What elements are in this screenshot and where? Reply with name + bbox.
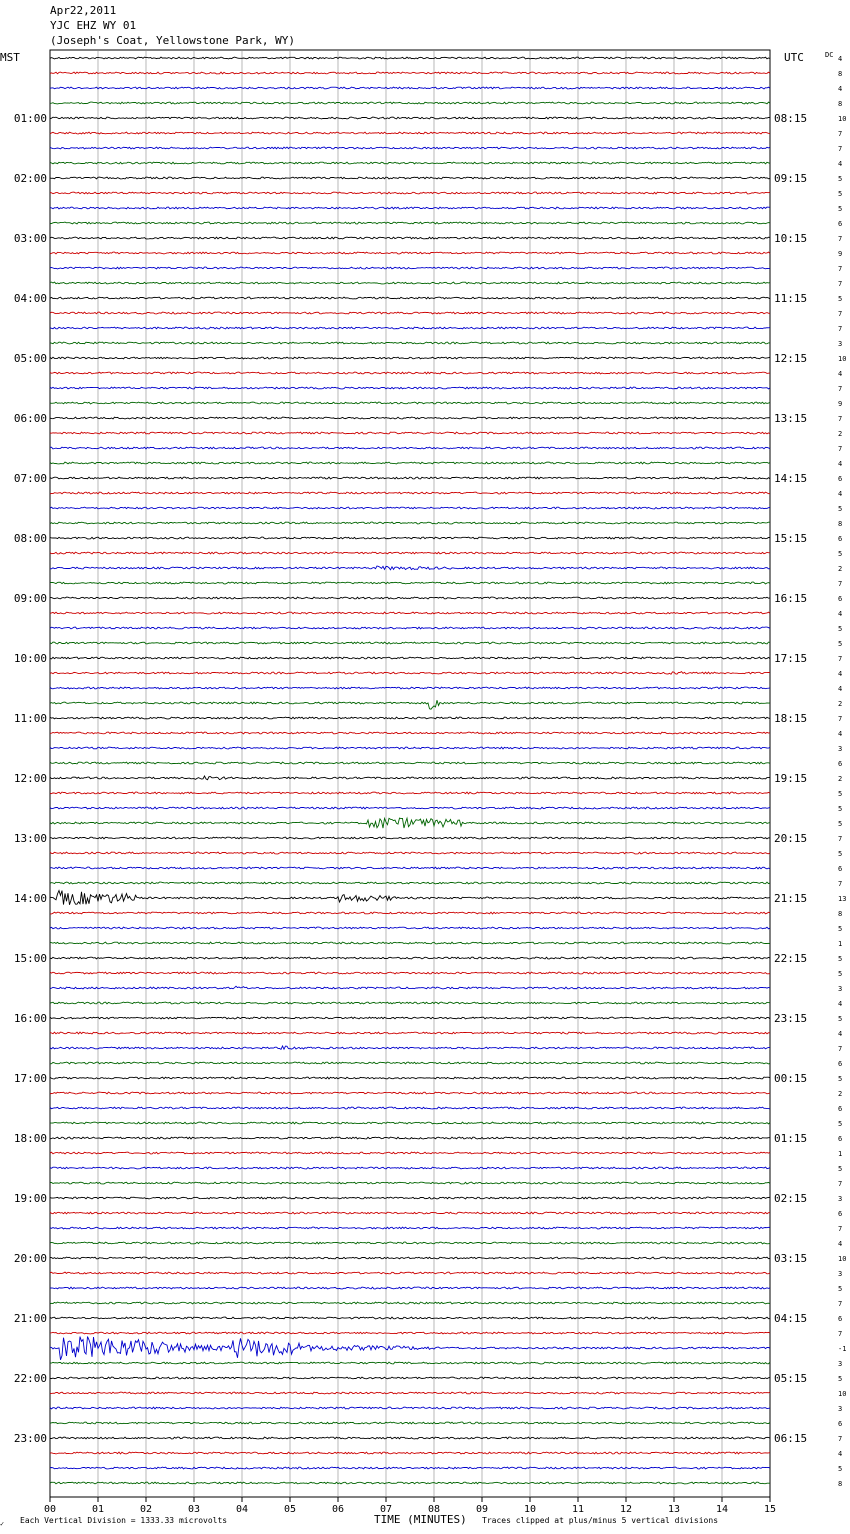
seismic-trace [50, 342, 770, 344]
dc-offset-value: 3 [838, 985, 843, 993]
dc-offset-value: 7 [838, 1435, 843, 1443]
seismic-trace [50, 312, 770, 314]
dc-offset-value: 7 [838, 1330, 843, 1338]
seismic-trace [50, 1242, 770, 1244]
seismic-trace [50, 1062, 770, 1064]
dc-offset-value: 7 [838, 310, 843, 318]
dc-offset-value: 3 [838, 1270, 843, 1278]
clip-note: Traces clipped at plus/minus 5 vertical divisions [482, 1516, 719, 1525]
seismic-trace [50, 818, 770, 828]
left-hour-label: 22:00 [13, 1372, 47, 1385]
left-hour-label: 05:00 [13, 352, 47, 365]
seismic-trace [50, 327, 770, 329]
right-hour-label: 14:15 [774, 472, 808, 485]
dc-offset-value: 4 [838, 160, 843, 168]
station-label: YJC EHZ WY 01 [50, 19, 137, 32]
seismic-trace [50, 387, 770, 389]
seismic-trace [50, 1392, 770, 1394]
seismic-trace [50, 1287, 770, 1289]
left-hour-label: 13:00 [13, 832, 47, 845]
dc-offset-value: 7 [838, 325, 843, 333]
dc-offset-value: 5 [838, 820, 843, 828]
seismic-trace [50, 1437, 770, 1439]
dc-offset-value: 8 [838, 100, 843, 108]
dc-offset-value: 4 [838, 670, 843, 678]
dc-offset-value: 2 [838, 700, 843, 708]
seismic-trace [50, 657, 770, 659]
dc-offset-value: 6 [838, 475, 843, 483]
right-hour-label: 15:15 [774, 532, 808, 545]
x-tick-label: 14 [715, 1504, 729, 1515]
x-tick-label: 11 [571, 1504, 585, 1515]
seismic-trace [50, 1046, 770, 1049]
dc-offset-value: 7 [838, 880, 843, 888]
dc-offset-value: 6 [838, 865, 843, 873]
seismic-trace [50, 747, 770, 749]
seismic-trace [50, 717, 770, 719]
x-tick-label: 04 [235, 1504, 249, 1515]
dc-offset-value: 5 [838, 970, 843, 978]
dc-offset-value: 5 [838, 550, 843, 558]
dc-offset-value: 4 [838, 370, 843, 378]
right-hour-label: 18:15 [774, 712, 808, 725]
right-hour-label: 09:15 [774, 172, 808, 185]
seismic-trace [50, 942, 770, 944]
right-hour-label: 13:15 [774, 412, 808, 425]
x-tick-label: 09 [475, 1504, 489, 1515]
dc-offset-value: 6 [838, 535, 843, 543]
dc-offset-value: 5 [838, 790, 843, 798]
left-hour-label: 01:00 [13, 112, 47, 125]
dc-offset-value: 7 [838, 580, 843, 588]
left-hour-label: 15:00 [13, 952, 47, 965]
dc-offset-value: 4 [838, 460, 843, 468]
dc-offset-value: 5 [838, 295, 843, 303]
seismic-trace [50, 507, 770, 509]
seismic-trace [50, 1197, 770, 1199]
right-hour-label: 16:15 [774, 592, 808, 605]
seismic-trace [50, 417, 770, 419]
x-tick-label: 10 [523, 1504, 537, 1515]
seismic-trace [50, 282, 770, 284]
right-hour-label: 21:15 [774, 892, 808, 905]
seismic-trace [50, 1107, 770, 1109]
dc-offset-value: 4 [838, 490, 843, 498]
seismic-trace [50, 1212, 770, 1214]
right-hour-label: 03:15 [774, 1252, 808, 1265]
dc-offset-value: 7 [838, 1300, 843, 1308]
x-tick-label: 07 [379, 1504, 393, 1515]
dc-offset-value: 2 [838, 1090, 843, 1098]
dc-offset-value: 4 [838, 85, 843, 93]
seismic-trace [50, 1377, 770, 1379]
dc-offset-value: 2 [838, 430, 843, 438]
seismic-trace [50, 207, 770, 209]
seismic-trace [50, 1467, 770, 1469]
dc-offset-value: 4 [838, 1030, 843, 1038]
seismic-trace [50, 1137, 770, 1139]
seismic-trace [50, 1167, 770, 1169]
seismic-trace [50, 642, 770, 644]
dc-offset-value: 5 [838, 640, 843, 648]
dc-offset-value: 5 [838, 1075, 843, 1083]
seismic-trace [50, 237, 770, 239]
dc-offset-value: -1 [838, 1345, 847, 1353]
dc-offset-value: 7 [838, 715, 843, 723]
dc-offset-value: 5 [838, 1015, 843, 1023]
dc-offset-value: 4 [838, 610, 843, 618]
dc-offset-value: 5 [838, 1285, 843, 1293]
seismic-trace [50, 372, 770, 374]
seismic-trace [50, 1332, 770, 1334]
dc-offset-value: 5 [838, 625, 843, 633]
right-hour-label: 06:15 [774, 1432, 808, 1445]
seismic-trace [50, 1482, 770, 1484]
location-label: (Joseph's Coat, Yellowstone Park, WY) [50, 34, 296, 47]
left-hour-label: 21:00 [13, 1312, 47, 1325]
right-hour-label: 05:15 [774, 1372, 808, 1385]
dc-offset-value: 7 [838, 385, 843, 393]
seismic-trace [50, 297, 770, 299]
seismic-trace [50, 252, 770, 254]
seismic-trace [50, 402, 770, 404]
seismic-trace [50, 1002, 770, 1004]
dc-offset-value: 5 [838, 850, 843, 858]
left-hour-label: 09:00 [13, 592, 47, 605]
left-hour-label: 04:00 [13, 292, 47, 305]
dc-offset-value: 7 [838, 1045, 843, 1053]
seismic-trace [50, 566, 770, 570]
seismic-trace [50, 972, 770, 974]
x-tick-label: 05 [283, 1504, 297, 1515]
dc-offset-value: 8 [838, 70, 843, 78]
dc-offset-value: 7 [838, 445, 843, 453]
right-hour-label: 04:15 [774, 1312, 808, 1325]
dc-offset-value: 7 [838, 415, 843, 423]
seismic-trace [50, 1407, 770, 1409]
seismic-trace [50, 1017, 770, 1019]
seismic-trace [50, 1272, 770, 1274]
seismic-trace [50, 477, 770, 479]
dc-offset-value: 6 [838, 220, 843, 228]
seismic-trace [50, 882, 770, 884]
dc-offset-value: 4 [838, 1450, 843, 1458]
seismic-trace [50, 986, 770, 989]
seismic-trace [50, 462, 770, 464]
dc-offset-value: 8 [838, 520, 843, 528]
dc-offset-value: 8 [838, 910, 843, 918]
seismic-trace [50, 1092, 770, 1094]
dc-offset-value: 5 [838, 1375, 843, 1383]
dc-offset-value: 10 [838, 115, 847, 123]
dc-offset-value: 5 [838, 925, 843, 933]
dc-offset-value: 2 [838, 565, 843, 573]
dc-offset-value: 6 [838, 1315, 843, 1323]
left-hour-label: 03:00 [13, 232, 47, 245]
dc-offset-value: 1 [838, 940, 843, 948]
seismic-trace [50, 57, 770, 59]
left-hour-label: 07:00 [13, 472, 47, 485]
x-tick-label: 06 [331, 1504, 345, 1515]
dc-offset-value: 10 [838, 1255, 847, 1263]
seismic-trace [50, 1077, 770, 1079]
seismic-trace [50, 597, 770, 599]
x-tick-label: 08 [427, 1504, 441, 1515]
left-hour-label: 20:00 [13, 1252, 47, 1265]
seismic-trace [50, 762, 770, 764]
left-hour-label: 16:00 [13, 1012, 47, 1025]
dc-offset-value: 10 [838, 1390, 847, 1398]
right-hour-label: 08:15 [774, 112, 808, 125]
seismic-trace [50, 147, 770, 149]
seismic-trace [50, 132, 770, 134]
right-hour-label: 10:15 [774, 232, 808, 245]
left-hour-label: 23:00 [13, 1432, 47, 1445]
x-tick-label: 13 [667, 1504, 681, 1515]
dc-offset-value: 3 [838, 1360, 843, 1368]
dc-offset-value: 5 [838, 805, 843, 813]
right-hour-label: 02:15 [774, 1192, 808, 1205]
x-tick-label: 15 [763, 1504, 777, 1515]
x-tick-label: 02 [139, 1504, 153, 1515]
seismic-trace [50, 957, 770, 959]
seismic-trace [50, 1257, 770, 1259]
dc-offset-value: 7 [838, 235, 843, 243]
seismic-trace [50, 537, 770, 539]
seismic-trace [50, 687, 770, 689]
right-hour-label: 22:15 [774, 952, 808, 965]
left-hour-label: 08:00 [13, 532, 47, 545]
seismic-trace [50, 1152, 770, 1154]
left-hour-label: 11:00 [13, 712, 47, 725]
seismic-trace [50, 612, 770, 614]
dc-offset-value: 9 [838, 400, 843, 408]
seismic-trace [50, 1337, 770, 1360]
seismic-trace [50, 1227, 770, 1229]
seismic-trace [50, 1317, 770, 1319]
x-tick-label: 03 [187, 1504, 201, 1515]
seismic-trace [50, 1302, 770, 1304]
seismic-trace [50, 522, 770, 524]
left-hour-label: 18:00 [13, 1132, 47, 1145]
seismic-trace [50, 177, 770, 179]
right-hour-label: 20:15 [774, 832, 808, 845]
seismic-trace [50, 1422, 770, 1424]
x-tick-label: 01 [91, 1504, 105, 1515]
seismic-trace [50, 672, 770, 675]
dc-offset-value: 7 [838, 1180, 843, 1188]
right-hour-label: 11:15 [774, 292, 808, 305]
x-axis-label: TIME (MINUTES) [374, 1513, 467, 1526]
right-hour-label: 00:15 [774, 1072, 808, 1085]
dc-offset-value: 5 [838, 175, 843, 183]
seismic-trace [50, 700, 770, 709]
seismic-trace [50, 1452, 770, 1454]
seismic-trace [50, 912, 770, 914]
seismic-trace [50, 162, 770, 164]
seismic-trace [50, 192, 770, 194]
seismic-trace [50, 837, 770, 839]
left-hour-label: 14:00 [13, 892, 47, 905]
dc-offset-value: 2 [838, 775, 843, 783]
dc-offset-value: 6 [838, 1210, 843, 1218]
dc-offset-value: 6 [838, 1420, 843, 1428]
dc-offset-value: 7 [838, 130, 843, 138]
dc-offset-value: 8 [838, 1480, 843, 1488]
right-hour-label: 01:15 [774, 1132, 808, 1145]
dc-offset-value: 5 [838, 1165, 843, 1173]
seismic-trace [50, 102, 770, 104]
dc-offset-value: 5 [838, 1120, 843, 1128]
dc-offset-value: 5 [838, 1465, 843, 1473]
dc-offset-value: 9 [838, 250, 843, 258]
seismic-trace [50, 1182, 770, 1184]
seismic-trace [50, 267, 770, 269]
dc-offset-value: 6 [838, 1105, 843, 1113]
dc-offset-value: 6 [838, 1135, 843, 1143]
dc-offset-header: DC [825, 51, 834, 59]
seismic-trace [50, 222, 770, 224]
dc-offset-value: 7 [838, 265, 843, 273]
dc-offset-value: 5 [838, 955, 843, 963]
x-tick-label: 12 [619, 1504, 633, 1515]
right-timezone-label: UTC [784, 51, 804, 64]
seismic-trace [50, 552, 770, 554]
dc-offset-value: 6 [838, 595, 843, 603]
dc-offset-value: 7 [838, 280, 843, 288]
left-timezone-label: MST [0, 51, 20, 64]
seismic-trace [50, 927, 770, 929]
seismic-trace [50, 732, 770, 734]
x-tick-label: 00 [43, 1504, 57, 1515]
dc-offset-value: 6 [838, 1060, 843, 1068]
scale-mark: ✓ [0, 1520, 5, 1528]
dc-offset-value: 5 [838, 205, 843, 213]
dc-offset-value: 3 [838, 1405, 843, 1413]
dc-offset-value: 4 [838, 1240, 843, 1248]
dc-offset-value: 4 [838, 730, 843, 738]
seismic-trace [50, 447, 770, 449]
seismic-trace [50, 117, 770, 119]
date-label: Apr22,2011 [50, 4, 117, 17]
dc-offset-value: 10 [838, 355, 847, 363]
dc-offset-value: 7 [838, 835, 843, 843]
right-hour-label: 23:15 [774, 1012, 808, 1025]
dc-offset-value: 13 [838, 895, 847, 903]
seismic-trace [50, 1032, 770, 1034]
dc-offset-value: 7 [838, 655, 843, 663]
seismic-trace [50, 807, 770, 809]
dc-offset-value: 5 [838, 190, 843, 198]
seismic-trace [50, 1362, 770, 1364]
dc-offset-value: 5 [838, 505, 843, 513]
dc-offset-value: 1 [838, 1150, 843, 1158]
left-hour-label: 02:00 [13, 172, 47, 185]
left-hour-label: 17:00 [13, 1072, 47, 1085]
seismic-trace [50, 852, 770, 854]
seismic-trace [50, 492, 770, 494]
right-hour-label: 12:15 [774, 352, 808, 365]
dc-offset-value: 3 [838, 340, 843, 348]
seismic-trace [50, 776, 770, 780]
dc-offset-value: 6 [838, 760, 843, 768]
vertical-division-note: Each Vertical Division = 1333.33 microvolts [20, 1516, 228, 1525]
seismic-trace [50, 87, 770, 89]
dc-offset-value: 3 [838, 745, 843, 753]
left-hour-label: 12:00 [13, 772, 47, 785]
seismic-trace [50, 891, 770, 905]
seismic-trace [50, 792, 770, 794]
seismic-trace [50, 1122, 770, 1124]
seismic-trace [50, 582, 770, 584]
seismic-trace [50, 627, 770, 629]
seismic-trace [50, 867, 770, 869]
left-hour-label: 19:00 [13, 1192, 47, 1205]
dc-offset-value: 4 [838, 55, 843, 63]
dc-offset-value: 3 [838, 1195, 843, 1203]
dc-offset-value: 7 [838, 145, 843, 153]
right-hour-label: 17:15 [774, 652, 808, 665]
seismic-trace [50, 72, 770, 74]
dc-offset-value: 4 [838, 1000, 843, 1008]
dc-offset-value: 4 [838, 685, 843, 693]
seismic-trace [50, 432, 770, 434]
left-hour-label: 06:00 [13, 412, 47, 425]
seismic-trace [50, 357, 770, 359]
dc-offset-value: 7 [838, 1225, 843, 1233]
left-hour-label: 10:00 [13, 652, 47, 665]
right-hour-label: 19:15 [774, 772, 808, 785]
